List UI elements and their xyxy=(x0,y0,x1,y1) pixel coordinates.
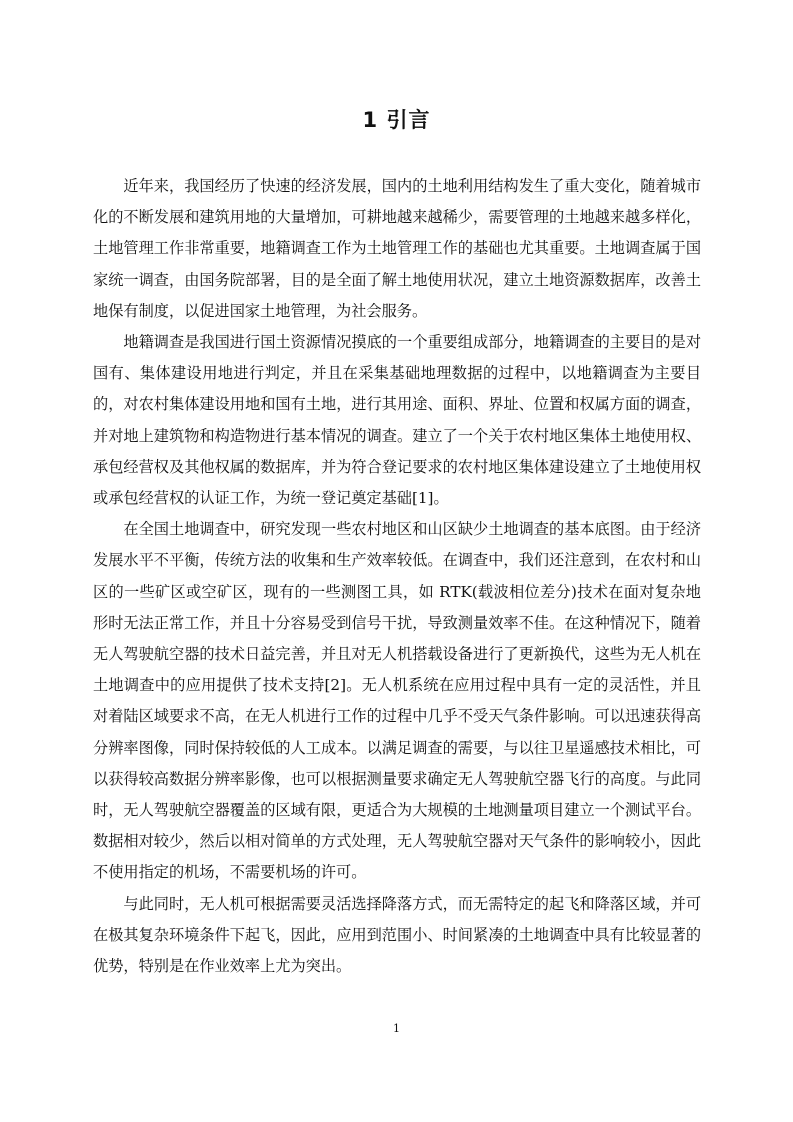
paragraph-4: 与此同时，无人机可根据需要灵活选择降落方式，而无需特定的起飞和降落区域，并可在极其复杂环境条件下起飞，因此，应用到范围小、时间紧凑的土地调查中具有比较显著的优势，特别是在作业效率上尤为突出。 xyxy=(93,894,701,976)
paragraph-3: 在全国土地调查中，研究发现一些农村地区和山区缺少土地调查的基本底图。由于经济发展水平不平衡，传统方法的收集和生产效率较低。在调查中，我们还注意到，在农村和山区的一些矿区或空矿区，现有的一些测图工具，如 RTK(载波相位差分)技术在面对复杂地形时无法正常工作，并且十分容易受到信号干扰，导致测量效率不佳。在这种情况下，随着无人驾驶航空器的技术日益完善，并且对无人机搭载设备进行了更新换代，这些为无人机在土地调查中的应用提供了技术支持[2]。无人机系统在应用过程中具有一定的灵活性，并且对着陆区域要求不高，在无人机进行工作的过程中几乎不受天气条件影响。可以迅速获得高分辨率图像，同时保持较低的人工成本。以满足调查的需要，与以往卫星遥感技术相比，可以获得较高数据分辨率影像，也可以根据测量要求确定无人驾驶航空器飞行的高度。与此同时，无人驾驶航空器覆盖的区域有限，更适合为大规模的土地测量项目建立一个测试平台。数据相对较少，然后以相对简单的方式处理，无人驾驶航空器对天气条件的影响较小，因此不使用指定的机场，不需要机场的许可。 xyxy=(93,520,701,882)
section-title: 1 引言 xyxy=(362,108,431,132)
body-text xyxy=(93,171,701,982)
paragraph-1: 近年来，我国经历了快速的经济发展，国内的土地利用结构发生了重大变化，随着城市化的不断发展和建筑用地的大量增加，可耕地越来越稀少，需要管理的土地越来越多样化，土地管理工作非常重要，地籍调查工作为土地管理工作的基础也尤其重要。土地调查属于国家统一调查，由国务院部署，目的是全面了解土地使用状况，建立土地资源数据库，改善土地保有制度，以促进国家土地管理，为社会服务。 xyxy=(93,177,701,320)
page-number: 1 xyxy=(393,1022,400,1035)
paragraph-2: 地籍调查是我国进行国土资源情况摸底的一个重要组成部分，地籍调查的主要目的是对国有、集体建设用地进行判定，并且在采集基础地理数据的过程中，以地籍调查为主要目的，对农村集体建设用地和国有土地，进行其用途、面积、界址、位置和权属方面的调查，并对地上建筑物和构造物进行基本情况的调查。建立了一个关于农村地区集体土地使用权、承包经营权及其他权属的数据库，并为符合登记要求的农村地区集体建设建立了土地使用权或承包经营权的认证工作，为统一登记奠定基础[1]。 xyxy=(93,333,701,508)
